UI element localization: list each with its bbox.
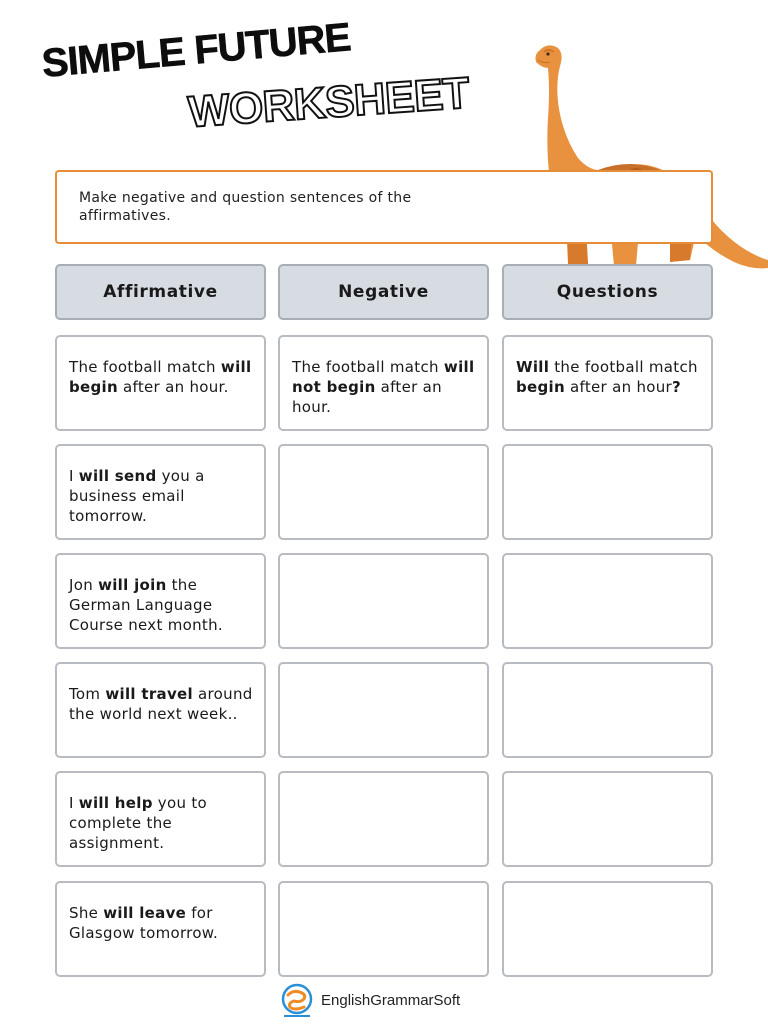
header-negative: Negative bbox=[278, 264, 489, 320]
verb-phrase: will travel bbox=[105, 685, 193, 703]
negative-answer-cell[interactable] bbox=[278, 553, 489, 649]
negative-answer-cell[interactable] bbox=[278, 662, 489, 758]
verb-phrase: will begin bbox=[69, 358, 252, 396]
cell-text bbox=[292, 357, 477, 417]
verb-phrase: will help bbox=[78, 794, 153, 812]
negative-answer-cell[interactable] bbox=[278, 771, 489, 867]
sentence-fragment: I bbox=[69, 467, 79, 485]
verb-phrase: will send bbox=[78, 467, 157, 485]
affirmative-cell bbox=[55, 881, 266, 977]
header-questions: Questions bbox=[502, 264, 713, 320]
instruction-box bbox=[55, 170, 713, 244]
title-simple-future: SIMPLE FUTURE bbox=[40, 15, 352, 87]
footer-brand: EnglishGrammarSoft bbox=[321, 992, 461, 1009]
sentence-fragment: She bbox=[69, 904, 104, 922]
negative-answer-cell bbox=[278, 335, 489, 431]
negative-answer-cell[interactable] bbox=[278, 881, 489, 977]
question-answer-cell[interactable] bbox=[502, 444, 713, 540]
verb-phrase: ? bbox=[672, 378, 682, 396]
brand-logo-icon bbox=[280, 983, 314, 1019]
affirmative-cell bbox=[55, 444, 266, 540]
sentence-fragment: the German Language Course next month. bbox=[69, 576, 223, 634]
sentence-fragment: The football match bbox=[69, 358, 221, 376]
sentence-fragment: the football match bbox=[549, 358, 698, 376]
question-answer-cell[interactable] bbox=[502, 771, 713, 867]
question-answer-cell[interactable] bbox=[502, 662, 713, 758]
cell-text bbox=[69, 903, 254, 943]
sentence-fragment: after an hour. bbox=[292, 378, 442, 416]
negative-answer-cell[interactable] bbox=[278, 444, 489, 540]
instruction-text: Make negative and question sentences of the affirmatives. bbox=[79, 190, 412, 224]
question-answer-cell bbox=[502, 335, 713, 431]
cell-text bbox=[69, 357, 254, 397]
affirmative-cell bbox=[55, 553, 266, 649]
verb-phrase: Will bbox=[516, 358, 550, 376]
verb-phrase: will not begin bbox=[292, 358, 475, 396]
sentence-fragment: for Glasgow tomorrow. bbox=[69, 904, 219, 942]
title-worksheet: WORKSHEET bbox=[186, 68, 471, 138]
question-answer-cell[interactable] bbox=[502, 553, 713, 649]
sentence-fragment: you a business email tomorrow. bbox=[69, 467, 205, 525]
sentence-fragment: I bbox=[69, 794, 79, 812]
verb-phrase: begin bbox=[516, 378, 565, 396]
sentence-fragment: Jon bbox=[69, 576, 99, 594]
cell-text bbox=[69, 793, 254, 853]
cell-text bbox=[516, 357, 701, 397]
affirmative-cell bbox=[55, 771, 266, 867]
sentence-fragment: The football match bbox=[292, 358, 444, 376]
question-answer-cell[interactable] bbox=[502, 881, 713, 977]
sentence-fragment: after an hour. bbox=[117, 378, 229, 396]
header-affirmative: Affirmative bbox=[55, 264, 266, 320]
affirmative-cell bbox=[55, 662, 266, 758]
cell-text bbox=[69, 575, 254, 635]
verb-phrase: will leave bbox=[103, 904, 187, 922]
cell-text bbox=[69, 684, 254, 724]
affirmative-cell bbox=[55, 335, 266, 431]
sentence-fragment: after an hour bbox=[564, 378, 673, 396]
sentence-fragment: around the world next week.. bbox=[69, 685, 253, 723]
cell-text bbox=[69, 466, 254, 526]
sentence-fragment: you to complete the assignment. bbox=[69, 794, 207, 852]
verb-phrase: will join bbox=[98, 576, 167, 594]
sentence-fragment: Tom bbox=[69, 685, 106, 703]
